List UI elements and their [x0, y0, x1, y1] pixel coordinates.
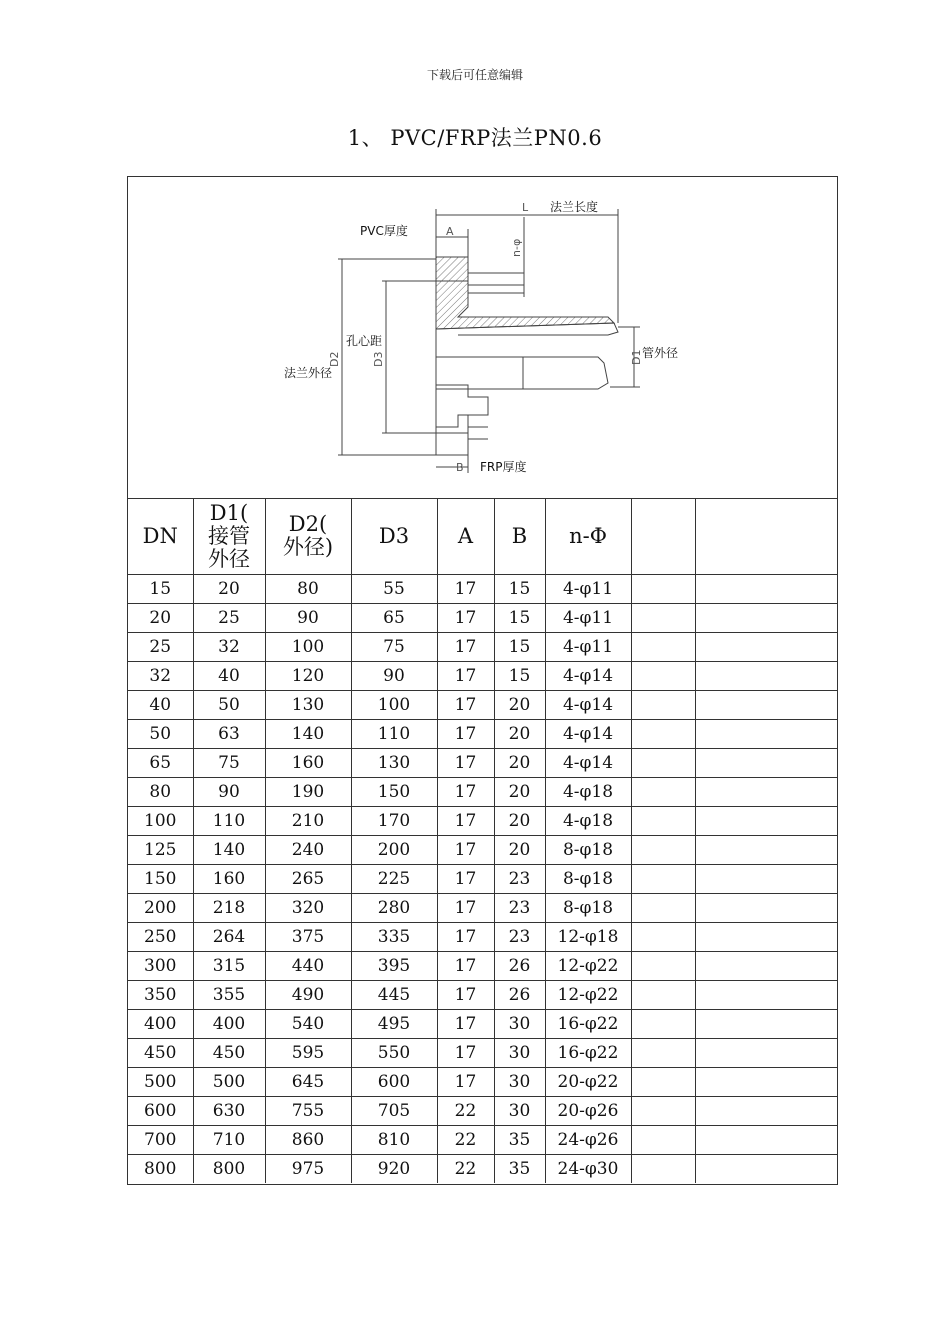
cell-dn: 400 [128, 1010, 193, 1039]
cell-b: 20 [494, 807, 545, 836]
cell-a: 17 [437, 836, 494, 865]
cell-empty [631, 720, 695, 749]
table-row [128, 1068, 837, 1097]
table-row [128, 749, 837, 778]
page-header: 下载后可任意编辑 [426, 68, 523, 82]
cell-d1: 800 [193, 1155, 265, 1184]
cell-a: 17 [437, 575, 494, 604]
header-d2-line1: D2( [288, 512, 328, 536]
cell-b: 23 [494, 923, 545, 952]
cell-d3: 920 [351, 1155, 437, 1184]
cell-d1: 400 [193, 1010, 265, 1039]
cell-a: 17 [437, 720, 494, 749]
cell-n-phi: 24-φ26 [545, 1126, 631, 1155]
cell-d1: 32 [193, 633, 265, 662]
cell-d2: 160 [265, 749, 351, 778]
cell-dn: 250 [128, 923, 193, 952]
cell-empty [631, 1155, 695, 1184]
pvc-flange-section [436, 257, 614, 329]
cell-d3: 550 [351, 1039, 437, 1068]
dim-d1: D1 [630, 349, 643, 365]
cell-d1: 315 [193, 952, 265, 981]
cell-d2: 320 [265, 894, 351, 923]
cell-a: 17 [437, 923, 494, 952]
table-row [128, 1010, 837, 1039]
cell-d3: 600 [351, 1068, 437, 1097]
hole-pitch-label: 孔心距 [346, 334, 383, 348]
table-body [128, 575, 837, 1184]
cell-n-phi: 8-φ18 [545, 894, 631, 923]
cell-n-phi: 4-φ18 [545, 778, 631, 807]
cell-d1: 63 [193, 720, 265, 749]
cell-d3: 130 [351, 749, 437, 778]
cell-empty [631, 662, 695, 691]
cell-a: 17 [437, 865, 494, 894]
cell-d3: 170 [351, 807, 437, 836]
cell-d2: 140 [265, 720, 351, 749]
cell-dn: 350 [128, 981, 193, 1010]
cell-n-phi: 12-φ22 [545, 952, 631, 981]
cell-dn: 100 [128, 807, 193, 836]
cell-d1: 90 [193, 778, 265, 807]
cell-empty [695, 1155, 837, 1184]
cell-dn: 150 [128, 865, 193, 894]
cell-b: 23 [494, 865, 545, 894]
cell-n-phi: 24-φ30 [545, 1155, 631, 1184]
cell-b: 26 [494, 981, 545, 1010]
cell-b: 30 [494, 1068, 545, 1097]
cell-b: 15 [494, 575, 545, 604]
cell-dn: 200 [128, 894, 193, 923]
cell-d2: 860 [265, 1126, 351, 1155]
cell-empty [631, 575, 695, 604]
cell-b: 20 [494, 749, 545, 778]
cell-empty [631, 923, 695, 952]
cell-b: 30 [494, 1039, 545, 1068]
cell-n-phi: 4-φ14 [545, 691, 631, 720]
cell-empty [695, 981, 837, 1010]
cell-n-phi: 4-φ11 [545, 604, 631, 633]
header-b: B [494, 498, 545, 575]
cell-empty [631, 1068, 695, 1097]
dim-a: A [446, 225, 454, 238]
cell-d3: 200 [351, 836, 437, 865]
cell-empty [631, 836, 695, 865]
cell-empty [695, 1097, 837, 1126]
cell-empty [695, 1068, 837, 1097]
table-row [128, 575, 837, 604]
cell-n-phi: 20-φ26 [545, 1097, 631, 1126]
cell-d3: 75 [351, 633, 437, 662]
table-row [128, 1155, 837, 1184]
cell-b: 35 [494, 1126, 545, 1155]
table-row [128, 1097, 837, 1126]
cell-d2: 595 [265, 1039, 351, 1068]
cell-empty [631, 894, 695, 923]
cell-n-phi: 4-φ14 [545, 720, 631, 749]
cell-b: 35 [494, 1155, 545, 1184]
cell-a: 22 [437, 1155, 494, 1184]
cell-empty [631, 749, 695, 778]
cell-d2: 375 [265, 923, 351, 952]
cell-d1: 160 [193, 865, 265, 894]
cell-d3: 445 [351, 981, 437, 1010]
cell-d3: 395 [351, 952, 437, 981]
cell-b: 26 [494, 952, 545, 981]
cell-n-phi: 12-φ22 [545, 981, 631, 1010]
table-row [128, 1126, 837, 1155]
cell-empty [631, 691, 695, 720]
cell-empty [631, 981, 695, 1010]
dim-b: B [456, 461, 464, 474]
table-header-row [128, 498, 837, 575]
cell-d2: 120 [265, 662, 351, 691]
cell-d3: 150 [351, 778, 437, 807]
cell-empty [631, 778, 695, 807]
cell-d3: 110 [351, 720, 437, 749]
table-row [128, 662, 837, 691]
pipe-lower-wall [436, 357, 608, 389]
flange-spec-table [128, 498, 837, 1183]
cell-d1: 140 [193, 836, 265, 865]
cell-d1: 25 [193, 604, 265, 633]
cell-a: 17 [437, 778, 494, 807]
cell-d1: 355 [193, 981, 265, 1010]
cell-empty [695, 894, 837, 923]
header-d3: D3 [351, 498, 437, 575]
flange-od-label: 法兰外径 [284, 366, 333, 380]
cell-a: 17 [437, 807, 494, 836]
cell-d2: 490 [265, 981, 351, 1010]
cell-d1: 218 [193, 894, 265, 923]
cell-d2: 90 [265, 604, 351, 633]
cell-d2: 240 [265, 836, 351, 865]
cell-d1: 50 [193, 691, 265, 720]
table-row [128, 1039, 837, 1068]
cell-empty [631, 604, 695, 633]
cell-empty [695, 836, 837, 865]
cell-dn: 25 [128, 633, 193, 662]
cell-dn: 32 [128, 662, 193, 691]
cell-d3: 225 [351, 865, 437, 894]
cell-a: 17 [437, 952, 494, 981]
cell-n-phi: 4-φ18 [545, 807, 631, 836]
cell-n-phi: 4-φ14 [545, 749, 631, 778]
cell-empty [695, 633, 837, 662]
header-d1-line1: D1( [209, 500, 249, 525]
cell-d1: 264 [193, 923, 265, 952]
cell-d3: 335 [351, 923, 437, 952]
header-extra-2 [695, 498, 837, 575]
cell-a: 17 [437, 981, 494, 1010]
cell-a: 17 [437, 894, 494, 923]
cell-d2: 190 [265, 778, 351, 807]
header-n-phi: n-Φ [545, 498, 631, 575]
cell-b: 30 [494, 1010, 545, 1039]
cell-dn: 65 [128, 749, 193, 778]
cell-n-phi: 4-φ11 [545, 575, 631, 604]
cell-empty [695, 923, 837, 952]
header-dn: DN [128, 498, 193, 575]
cell-d1: 630 [193, 1097, 265, 1126]
cell-b: 30 [494, 1097, 545, 1126]
table-row [128, 865, 837, 894]
cell-empty [695, 575, 837, 604]
header-d2 [265, 498, 351, 575]
cell-d1: 40 [193, 662, 265, 691]
cell-n-phi: 4-φ11 [545, 633, 631, 662]
cell-b: 15 [494, 662, 545, 691]
cell-empty [695, 952, 837, 981]
cell-dn: 500 [128, 1068, 193, 1097]
cell-a: 17 [437, 1010, 494, 1039]
header-d1 [193, 498, 265, 575]
header-d1-line3: 外径 [208, 546, 250, 571]
cell-d3: 90 [351, 662, 437, 691]
cell-b: 23 [494, 894, 545, 923]
cell-empty [695, 807, 837, 836]
cell-d1: 500 [193, 1068, 265, 1097]
cell-n-phi: 12-φ18 [545, 923, 631, 952]
cell-d3: 65 [351, 604, 437, 633]
cell-d2: 975 [265, 1155, 351, 1184]
cell-a: 17 [437, 1068, 494, 1097]
cell-empty [695, 778, 837, 807]
table-row [128, 836, 837, 865]
cell-d2: 100 [265, 633, 351, 662]
cell-a: 17 [437, 662, 494, 691]
dim-l: L [522, 201, 529, 214]
frp-thickness-label: FRP厚度 [480, 460, 527, 474]
table-row [128, 633, 837, 662]
cell-empty [631, 1126, 695, 1155]
flange-drawing [128, 177, 837, 499]
cell-empty [631, 952, 695, 981]
table-row [128, 807, 837, 836]
cell-empty [631, 807, 695, 836]
cell-empty [631, 1010, 695, 1039]
cell-empty [631, 633, 695, 662]
cell-d2: 210 [265, 807, 351, 836]
cell-empty [695, 720, 837, 749]
cell-n-phi: 4-φ14 [545, 662, 631, 691]
dim-d3: D3 [372, 351, 385, 367]
cell-dn: 600 [128, 1097, 193, 1126]
header-a: A [437, 498, 494, 575]
cell-empty [695, 691, 837, 720]
cell-n-phi: 8-φ18 [545, 836, 631, 865]
cell-n-phi: 8-φ18 [545, 865, 631, 894]
pipe-od-label: 管外径 [642, 346, 679, 360]
cell-dn: 40 [128, 691, 193, 720]
cell-empty [695, 1126, 837, 1155]
cell-empty [695, 604, 837, 633]
table-row [128, 981, 837, 1010]
cell-empty [631, 865, 695, 894]
cell-d1: 110 [193, 807, 265, 836]
cell-dn: 50 [128, 720, 193, 749]
spec-frame [127, 176, 838, 1185]
cell-dn: 20 [128, 604, 193, 633]
cell-d2: 540 [265, 1010, 351, 1039]
cell-d1: 450 [193, 1039, 265, 1068]
cell-d1: 710 [193, 1126, 265, 1155]
header-d1-line2: 接管 [208, 523, 250, 548]
cell-empty [695, 1010, 837, 1039]
cell-a: 17 [437, 604, 494, 633]
header-extra-1 [631, 498, 695, 575]
cell-b: 20 [494, 720, 545, 749]
cell-a: 17 [437, 633, 494, 662]
cell-a: 17 [437, 691, 494, 720]
cell-dn: 450 [128, 1039, 193, 1068]
cell-empty [631, 1097, 695, 1126]
pvc-thickness-label: PVC厚度 [360, 224, 408, 238]
header-d2-line2: 外径) [282, 535, 334, 559]
cell-empty [631, 1039, 695, 1068]
cell-d1: 75 [193, 749, 265, 778]
cell-dn: 15 [128, 575, 193, 604]
cell-d1: 20 [193, 575, 265, 604]
cell-dn: 700 [128, 1126, 193, 1155]
cell-d3: 810 [351, 1126, 437, 1155]
cell-dn: 800 [128, 1155, 193, 1184]
cell-empty [695, 865, 837, 894]
cell-n-phi: 16-φ22 [545, 1010, 631, 1039]
page-title: 1、 PVC/FRP法兰PN0.6 [347, 126, 603, 150]
cell-d2: 130 [265, 691, 351, 720]
cell-d2: 755 [265, 1097, 351, 1126]
cell-d2: 80 [265, 575, 351, 604]
flange-length-label: 法兰长度 [550, 200, 599, 214]
cell-d3: 100 [351, 691, 437, 720]
cell-a: 17 [437, 1039, 494, 1068]
cell-b: 15 [494, 604, 545, 633]
frp-flange-section [436, 385, 488, 427]
cell-d3: 705 [351, 1097, 437, 1126]
cell-empty [695, 662, 837, 691]
cell-dn: 80 [128, 778, 193, 807]
table-row [128, 691, 837, 720]
cell-a: 22 [437, 1097, 494, 1126]
cell-d3: 55 [351, 575, 437, 604]
cell-a: 22 [437, 1126, 494, 1155]
cell-d3: 280 [351, 894, 437, 923]
table-row [128, 952, 837, 981]
cell-d3: 495 [351, 1010, 437, 1039]
table-row [128, 720, 837, 749]
cell-empty [695, 1039, 837, 1068]
dim-d2: D2 [328, 351, 341, 367]
cell-b: 20 [494, 836, 545, 865]
dim-n-phi: n-φ [510, 238, 523, 257]
table-row [128, 894, 837, 923]
cell-d2: 265 [265, 865, 351, 894]
table-row [128, 604, 837, 633]
cell-a: 17 [437, 749, 494, 778]
cell-empty [695, 749, 837, 778]
cell-d2: 645 [265, 1068, 351, 1097]
cell-b: 20 [494, 778, 545, 807]
flange-diagram [128, 177, 837, 498]
cell-b: 20 [494, 691, 545, 720]
cell-d2: 440 [265, 952, 351, 981]
cell-dn: 125 [128, 836, 193, 865]
table-row [128, 778, 837, 807]
cell-n-phi: 20-φ22 [545, 1068, 631, 1097]
cell-dn: 300 [128, 952, 193, 981]
cell-b: 15 [494, 633, 545, 662]
table-row [128, 923, 837, 952]
cell-n-phi: 16-φ22 [545, 1039, 631, 1068]
